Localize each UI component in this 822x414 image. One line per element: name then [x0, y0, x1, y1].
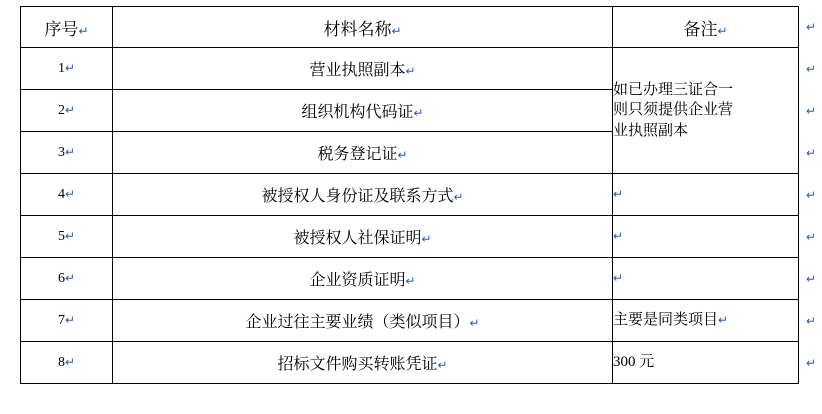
pilcrow-mark: ↵	[64, 312, 76, 327]
cell-name-value: 企业过往主要业绩（类似项目）	[245, 314, 470, 331]
cell-no-value: 4	[57, 186, 65, 202]
pilcrow-mark: ↵	[391, 23, 402, 38]
cell-no	[21, 258, 113, 300]
cell-name-value: 招标文件购买转账凭证	[277, 356, 438, 373]
cell-name	[113, 342, 613, 384]
cell-name-value: 被授权人社保证明	[293, 230, 422, 247]
pilcrow-mark: ↵	[413, 106, 424, 120]
cell-name	[113, 48, 613, 90]
cell-no-value: 3	[57, 144, 65, 160]
cell-name	[113, 132, 613, 174]
cell-no-value: 6	[57, 270, 65, 286]
cell-name	[113, 258, 613, 300]
table-row	[21, 174, 799, 216]
cell-no-value: 8	[57, 354, 65, 370]
cell-remark	[613, 174, 799, 216]
column-header-remark-label: 备注	[683, 19, 718, 39]
pilcrow-mark: ↵	[613, 271, 624, 286]
outer-pilcrow-mark: ↵	[805, 146, 816, 160]
pilcrow-mark: ↵	[64, 144, 76, 159]
table-row	[21, 342, 799, 384]
cell-name-value: 营业执照副本	[309, 62, 406, 79]
outer-pilcrow-mark: ↵	[805, 104, 816, 118]
outer-pilcrow-mark: ↵	[805, 272, 816, 286]
column-header-no	[21, 7, 113, 48]
pilcrow-mark: ↵	[453, 190, 464, 204]
cell-name	[113, 216, 613, 258]
pilcrow-mark: ↵	[64, 354, 76, 369]
outer-pilcrow-mark: ↵	[805, 188, 816, 202]
pilcrow-mark: ↵	[717, 23, 728, 38]
materials-table	[20, 6, 799, 384]
document-page	[0, 6, 822, 414]
pilcrow-mark: ↵	[421, 232, 432, 246]
cell-no	[21, 300, 113, 342]
cell-no-value: 2	[57, 102, 65, 118]
cell-remark	[613, 342, 799, 384]
outer-pilcrow-mark: ↵	[805, 230, 816, 244]
outer-pilcrow-mark: ↵	[805, 62, 816, 76]
pilcrow-mark: ↵	[64, 186, 76, 201]
cell-remark	[613, 216, 799, 258]
table-body	[21, 48, 799, 384]
table-row	[21, 258, 799, 300]
column-header-no-label: 序号	[44, 19, 79, 39]
cell-name-value: 企业资质证明	[309, 272, 406, 289]
table-header	[21, 7, 799, 48]
pilcrow-mark: ↵	[718, 313, 729, 328]
pilcrow-mark: ↵	[64, 228, 76, 243]
column-header-name-label: 材料名称	[323, 19, 392, 39]
remark-line-3: 业执照副本	[613, 122, 689, 139]
outer-pilcrow-mark: ↵	[805, 314, 816, 328]
cell-no-value: 5	[57, 228, 65, 244]
cell-remark	[613, 300, 799, 342]
cell-no	[21, 132, 113, 174]
cell-name-value: 被授权人身份证及联系方式	[261, 188, 454, 205]
pilcrow-mark: ↵	[613, 187, 624, 202]
cell-name	[113, 300, 613, 342]
column-header-name	[113, 7, 613, 48]
table-row	[21, 48, 799, 90]
table-row	[21, 300, 799, 342]
cell-name	[113, 174, 613, 216]
pilcrow-mark: ↵	[64, 270, 76, 285]
pilcrow-mark: ↵	[397, 148, 408, 162]
pilcrow-mark: ↵	[613, 229, 624, 244]
cell-no	[21, 342, 113, 384]
cell-no	[21, 174, 113, 216]
pilcrow-mark: ↵	[78, 23, 89, 38]
cell-name	[113, 90, 613, 132]
cell-no-value: 7	[57, 312, 65, 328]
outer-pilcrow-mark: ↵	[805, 356, 816, 370]
cell-name-value: 税务登记证	[317, 146, 398, 163]
pilcrow-mark: ↵	[64, 102, 76, 117]
pilcrow-mark: ↵	[437, 358, 448, 372]
outer-pilcrow-mark: ↵	[805, 20, 816, 34]
remark-line-2: 则只须提供企业营	[613, 102, 734, 119]
cell-remark-value: 主要是同类项目	[613, 312, 719, 329]
cell-remark-value: 300 元	[613, 354, 655, 371]
pilcrow-mark: ↵	[405, 64, 416, 78]
cell-remark-merged	[613, 48, 799, 174]
cell-name-value: 组织机构代码证	[301, 104, 414, 121]
table-row	[21, 216, 799, 258]
cell-no-value: 1	[57, 60, 65, 76]
pilcrow-mark: ↵	[469, 316, 480, 330]
column-header-remark	[613, 7, 799, 48]
table-header-row	[21, 7, 799, 48]
cell-no	[21, 48, 113, 90]
remark-line-1: 如已办理三证合一	[613, 82, 734, 99]
pilcrow-mark: ↵	[64, 60, 76, 75]
cell-remark	[613, 258, 799, 300]
pilcrow-mark: ↵	[405, 274, 416, 288]
cell-no	[21, 90, 113, 132]
cell-no	[21, 216, 113, 258]
